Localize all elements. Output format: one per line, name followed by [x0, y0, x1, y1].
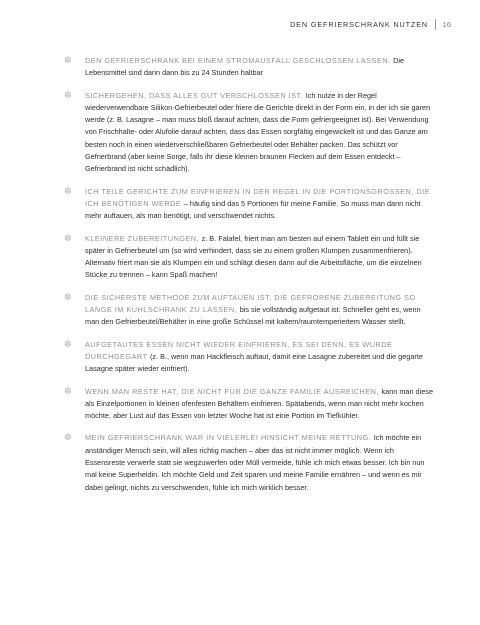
- snowflake-icon: ❆: [64, 385, 72, 396]
- tips-list: [63, 55, 433, 504]
- list-item: [63, 186, 433, 223]
- item-lead: ICH TEILE GERICHTE ZUM EINFRIEREN IN DER REGEL IN DIE PORTIONSGRÖSSEN, DIE ICH BENÖTIGEN WERDE: [85, 186, 431, 208]
- snowflake-icon: ❆: [64, 89, 72, 100]
- list-item: [63, 55, 433, 80]
- item-lead: SICHERGEHEN, DASS ALLES GUT VERSCHLOSSEN IST.: [85, 90, 306, 100]
- list-item: [63, 386, 433, 423]
- header-divider: [435, 19, 436, 30]
- list-item: [63, 292, 433, 329]
- item-lead: DIE SICHERSTE METHODE ZUM AUFTAUEN IST, DIE GEFRORENE ZUBEREITUNG SO LANGE IM KÜHLSCHRANK ZU LASSEN,: [85, 292, 416, 315]
- list-item: [63, 233, 433, 282]
- item-body: Ich möchte ein anständiger Mensch sein, will alles richtig machen – aber das ist nicht immer möglich. Wenn ich Essensreste verwerfe statt sie wegzuwerfen oder Müll vermeide, fühle ich mich etwas besser. Ich bin nun mal keine Superheldin. Ich möchte Geld und Zeit sparen und meine Familie ernähren – und wenn es mir dabei gelingt, nichts zu verschwenden, fühle ich mich wirklich besser.: [85, 433, 425, 492]
- snowflake-icon: ❆: [64, 55, 72, 65]
- item-lead: DEN GEFRIERSCHRANK BEI EINEM STROMAUSFALL GESCHLOSSEN LASSEN.: [85, 56, 394, 65]
- page-header: [0, 0, 480, 38]
- item-body: Ich nutze in der Regel wiederverwendbare Silikon-Gefrierbeutel oder friere die Gerichte direkt in der Form ein, in der ich sie garen werde (z. B. Lasagne – man muss bloß darauf achten, dass die Form gefriergeeignet ist). Bei Verwendung von Frischhalte- oder Alufolie darauf achten, dass das Essen sorgfältig eingewickelt ist und das Ganze am besten noch in einen wiederverschließbaren Gefrierbeutel oder Behälter packen. Das schützt vor Gefrierbrand (aber keine Sorge, falls ihr diese kleinen braunen Flecken auf dem Essen entdeckt – Gefrierbrand ist nicht schädlich).: [85, 90, 431, 174]
- item-lead: WENN MAN RESTE HAT, DIE NICHT FÜR DIE GANZE FAMILIE AUSREICHEN,: [85, 386, 382, 396]
- snowflake-icon: ❆: [64, 338, 72, 349]
- snowflake-icon: ❆: [64, 185, 72, 196]
- item-lead: KLEINERE ZUBEREITUNGEN,: [85, 233, 202, 243]
- page-number: 16: [442, 20, 451, 29]
- item-lead: AUFGETAUTES ESSEN NICHT WIEDER EINFRIEREN, ES SEI DENN, ES WURDE DURCHGEGART: [85, 339, 393, 361]
- item-body: kann man diese als Einzelportionen in kleinen ofenfesten Behältern einfrieren. Spätabends, wenn man nicht mehr kochen möchte, aber Lust auf das Essen von letzter Woche hat ist eine Portion im Tiefkühler.: [85, 386, 434, 421]
- item-lead: MEIN GEFRIERSCHRANK WAR IN VIELERLEI HINSICHT MEINE RETTUNG.: [85, 433, 374, 443]
- item-body: – häufig sind das 5 Portionen für meine Familie. So muss man dann nicht mehr auftauen, als man benötigt, und verschwendet nichts.: [85, 198, 421, 221]
- list-item: [63, 339, 433, 376]
- item-body: z. B. Falafel, friert man am besten auf einem Tablett ein und füllt sie später in Gefrierbeutel um (so wird verhindert, dass sie zu einem großen Klumpen zusammenfrieren). Alternativ friert man sie als Klumpen ein und schlägt diesen dann auf die Arbeitsfläche, um die einzelnen Stücke zu trennen – kann Spaß machen!: [85, 233, 422, 280]
- item-body: bis sie vollständig aufgetaut ist. Schneller geht es, wenn man den Gefrierbeutel/Behälter in eine große Schüssel mit kaltem/raumtemperiertem Wasser stellt.: [85, 305, 421, 327]
- running-header-title: DEN GEFRIERSCHRANK NUTZEN: [290, 20, 428, 29]
- list-item: [63, 432, 433, 493]
- snowflake-icon: ❆: [64, 232, 72, 243]
- item-body: (z. B., wenn man Hackfleisch auftaut, damit eine Lasagne zubereitet und die gegarte Lasagne später wieder einfriert).: [85, 351, 423, 374]
- list-item: [63, 90, 433, 176]
- item-body: Die Lebensmittel sind darin dann bis zu 24 Stunden haltbar: [85, 56, 405, 78]
- snowflake-icon: ❆: [64, 291, 72, 302]
- snowflake-icon: ❆: [64, 432, 72, 443]
